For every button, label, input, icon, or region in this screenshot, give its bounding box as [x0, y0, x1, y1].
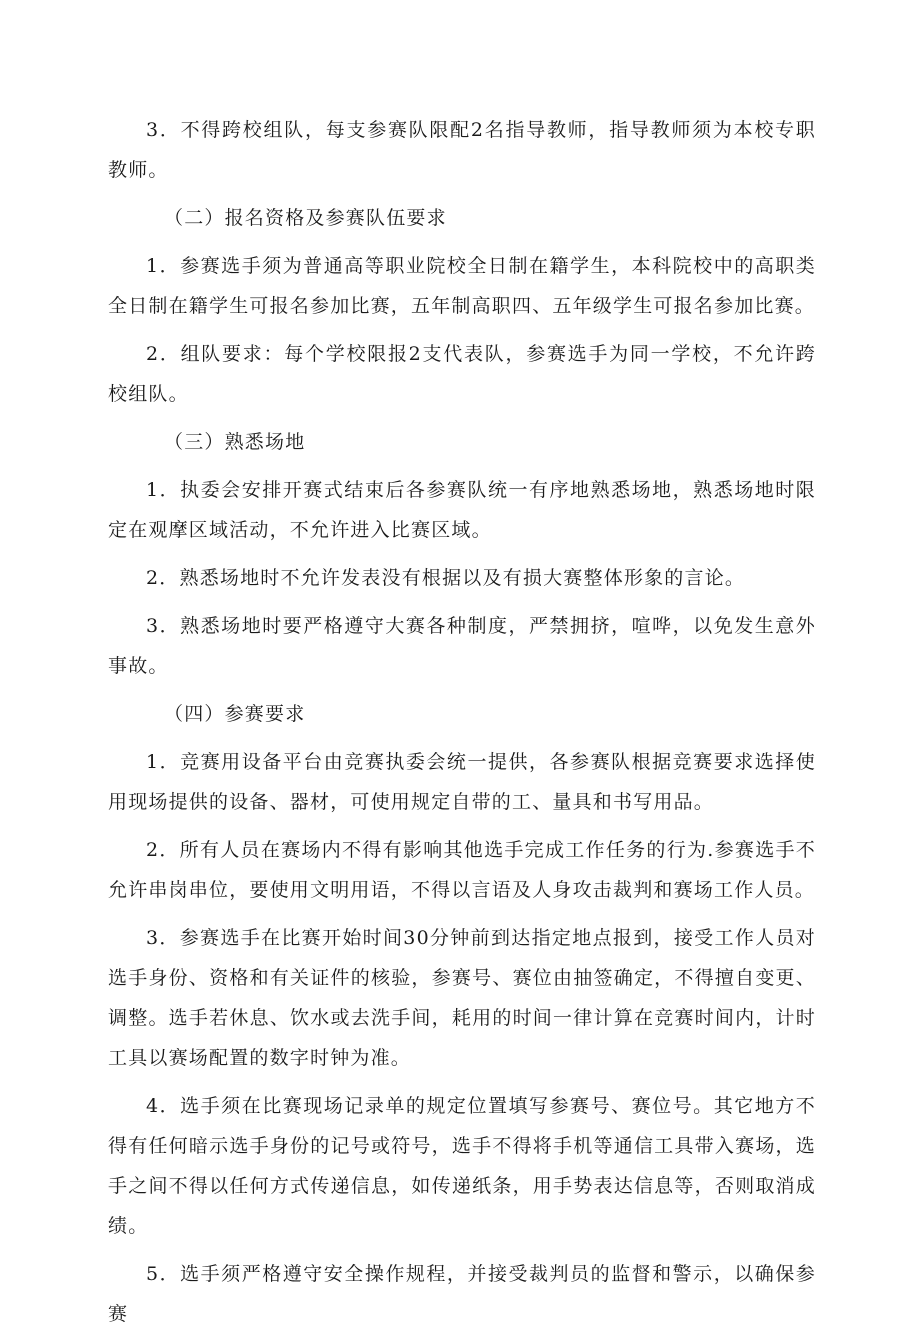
- paragraph-requirements-4: 4．选手须在比赛现场记录单的规定位置填写参赛号、赛位号。其它地方不得有任何暗示选手身份的记号或符号，选手不得将手机等通信工具带入赛场，选手之间不得以任何方式传递信息，如传递纸条，用手势表达信息等，否则取消成绩。: [108, 1095, 816, 1237]
- paragraph-requirements-1: 1．竞赛用设备平台由竞赛执委会统一提供，各参赛队根据竞赛要求选择使用现场提供的设备、器材，可使用规定自带的工、量具和书写用品。: [108, 751, 816, 813]
- paragraph-venue-1: 1．执委会安排开赛式结束后各参赛队统一有序地熟悉场地，熟悉场地时限定在观摩区域活动，不允许进入比赛区域。: [108, 479, 816, 541]
- document-body: [108, 110, 816, 1342]
- paragraph-requirements-5: 5．选手须严格遵守安全操作规程，并接受裁判员的监督和警示，以确保参赛: [108, 1263, 816, 1325]
- paragraph-eligibility-1: 1．参赛选手须为普通高等职业院校全日制在籍学生，本科院校中的高职类全日制在籍学生可报名参加比赛，五年制高职四、五年级学生可报名参加比赛。: [108, 255, 816, 317]
- paragraph-requirements-2: 2．所有人员在赛场内不得有影响其他选手完成工作任务的行为.参赛选手不允许串岗串位，要使用文明用语，不得以言语及人身攻击裁判和赛场工作人员。: [108, 839, 816, 901]
- section-heading-venue: （三）熟悉场地: [164, 431, 306, 453]
- section-heading-eligibility: （二）报名资格及参赛队伍要求: [164, 207, 447, 229]
- paragraph-venue-2: 2．熟悉场地时不允许发表没有根据以及有损大赛整体形象的言论。: [146, 567, 746, 589]
- section-heading-requirements: （四）参赛要求: [164, 703, 306, 725]
- paragraph-venue-3: 3．熟悉场地时要严格遵守大赛各种制度，严禁拥挤，喧哗，以免发生意外事故。: [108, 615, 816, 677]
- paragraph-eligibility-2: 2．组队要求：每个学校限报2支代表队，参赛选手为同一学校，不允许跨校组队。: [108, 343, 816, 405]
- paragraph-requirements-3: 3．参赛选手在比赛开始时间30分钟前到达指定地点报到，接受工作人员对选手身份、资格和有关证件的核验，参赛号、赛位由抽签确定，不得擅自变更、调整。选手若休息、饮水或去洗手间，耗用的时间一律计算在竞赛时间内，计时工具以赛场配置的数字时钟为准。: [108, 927, 816, 1069]
- paragraph-item3-no-cross-school: 3．不得跨校组队，每支参赛队限配2名指导教师，指导教师须为本校专职教师。: [108, 119, 816, 181]
